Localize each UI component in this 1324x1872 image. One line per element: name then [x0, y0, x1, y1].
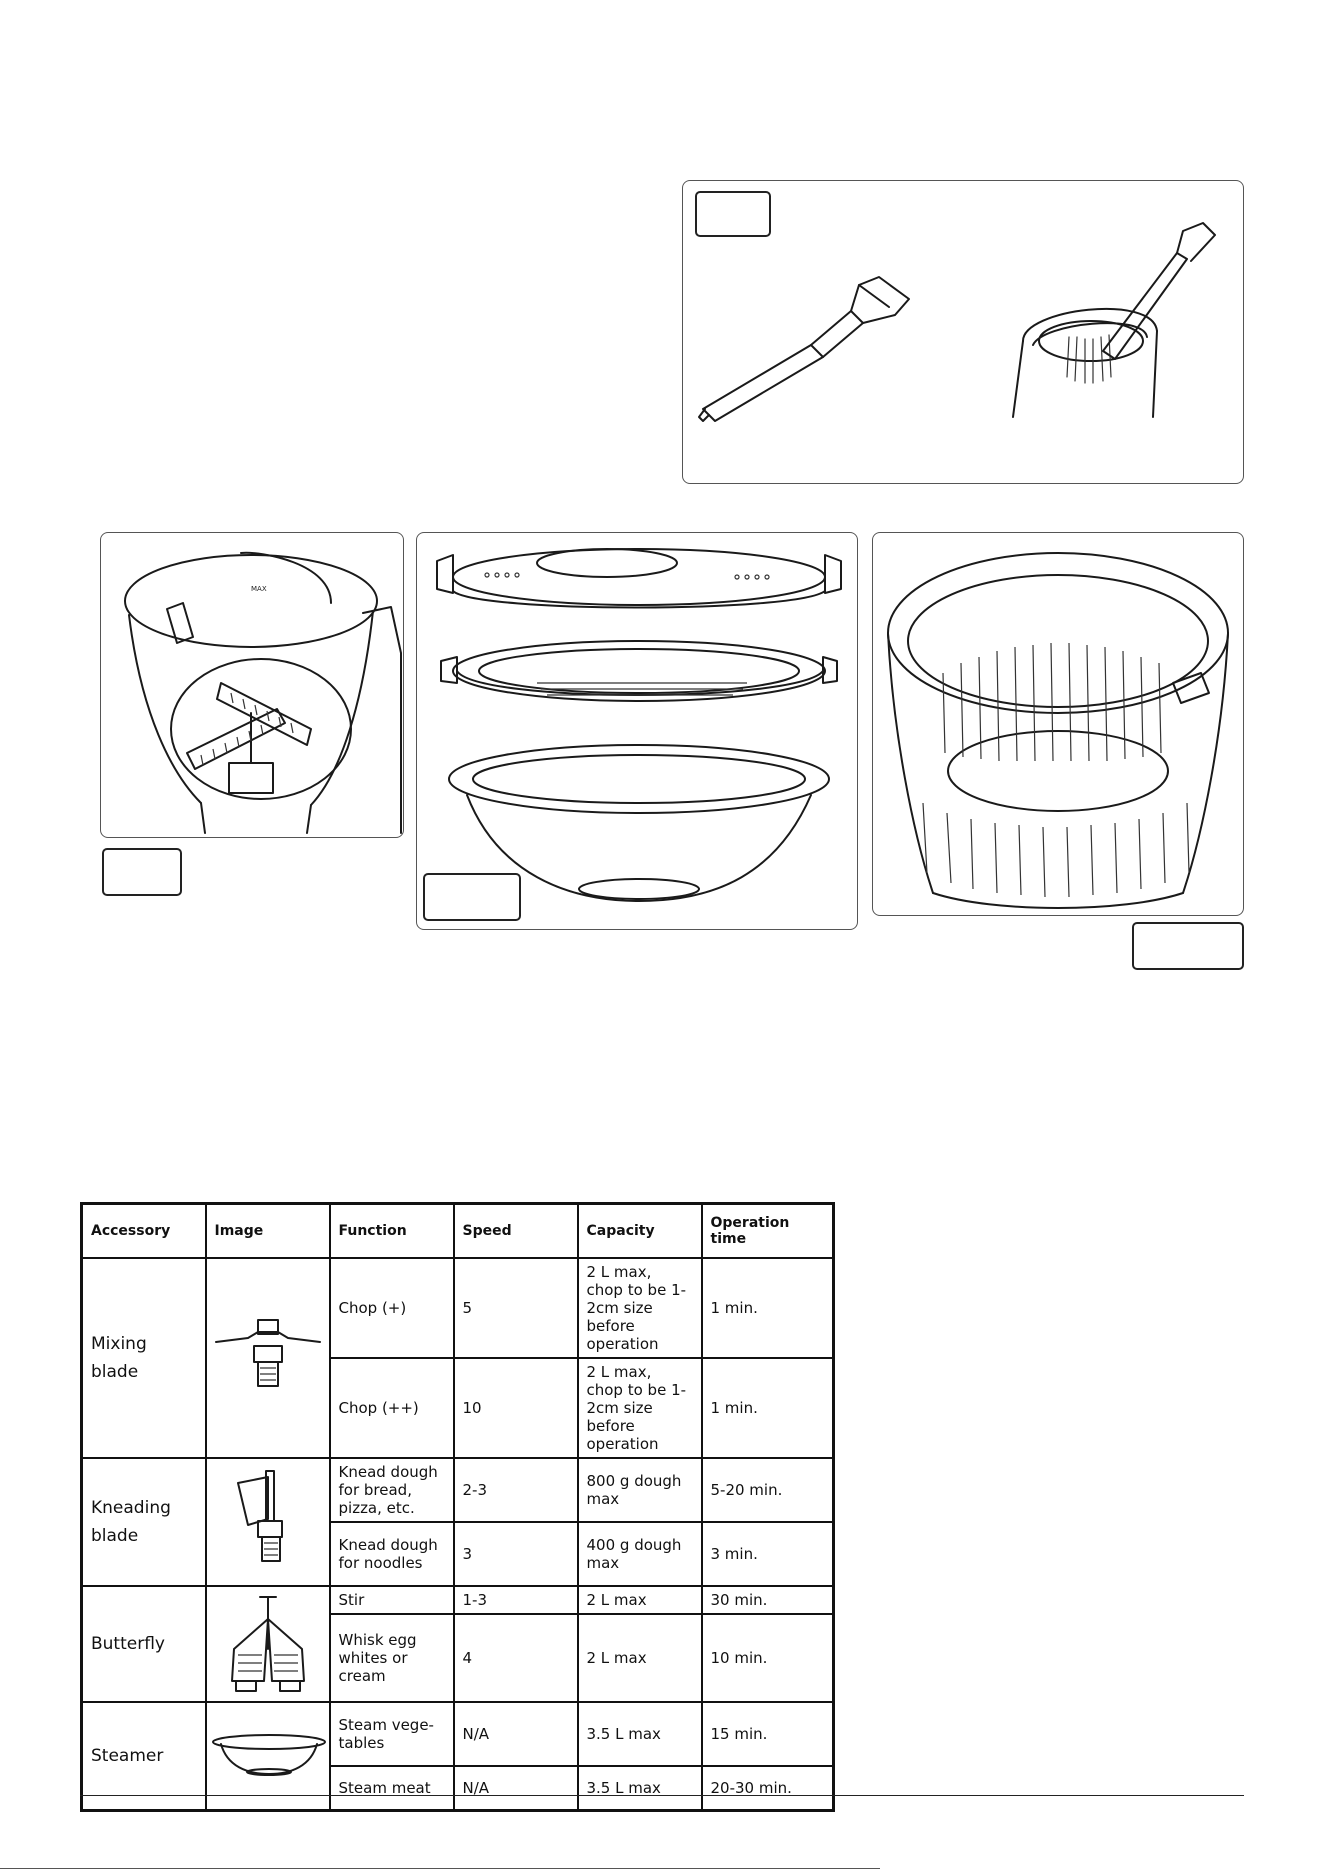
accessory-name: Mixing blade [82, 1258, 206, 1458]
table-header-row [82, 1204, 834, 1259]
accessory-image-cell [206, 1702, 330, 1810]
accessory-image-cell [206, 1458, 330, 1586]
table-row [82, 1258, 834, 1358]
kneading-blade-icon [208, 1463, 328, 1581]
mixing-blade-icon [208, 1298, 328, 1418]
speed-cell: 5 [454, 1258, 578, 1358]
function-cell: Steam meat [330, 1766, 454, 1810]
steamer-icon [207, 1726, 331, 1786]
steamer-panel [416, 532, 858, 930]
jug-with-butterfly-icon [101, 533, 403, 837]
speed-cell: N/A [454, 1702, 578, 1766]
table-row [82, 1458, 834, 1522]
header-capacity: Capacity [578, 1204, 702, 1259]
speed-cell: 10 [454, 1358, 578, 1458]
capacity-cell: 2 L max [578, 1586, 702, 1614]
footer-divider [80, 1795, 1244, 1796]
time-cell: 1 min. [702, 1358, 834, 1458]
table-row [82, 1702, 834, 1766]
time-cell: 3 min. [702, 1522, 834, 1586]
steamer-set-icon [417, 533, 857, 929]
time-cell: 20-30 min. [702, 1766, 834, 1810]
butterfly-icon [208, 1589, 328, 1699]
header-operation-time: Operation time [702, 1204, 834, 1259]
function-cell: Knead dough for noodles [330, 1522, 454, 1586]
speed-cell: 4 [454, 1614, 578, 1702]
capacity-cell: 3.5 L max [578, 1702, 702, 1766]
time-cell: 30 min. [702, 1586, 834, 1614]
capacity-cell: 2 L max, chop to be 1-2cm size before operation [578, 1258, 702, 1358]
accessory-image-cell [206, 1258, 330, 1458]
function-cell: Steam vege-tables [330, 1702, 454, 1766]
time-cell: 5-20 min. [702, 1458, 834, 1522]
time-cell: 15 min. [702, 1702, 834, 1766]
capacity-cell: 3.5 L max [578, 1766, 702, 1810]
spatula-panel [682, 180, 1244, 484]
basket-label-box [1132, 922, 1244, 970]
time-cell: 10 min. [702, 1614, 834, 1702]
bottom-edge-line [0, 1868, 880, 1869]
basket-icon [873, 533, 1243, 915]
speed-cell: 3 [454, 1522, 578, 1586]
speed-cell: 1-3 [454, 1586, 578, 1614]
steamer-label-box [423, 873, 521, 921]
function-cell: Chop (++) [330, 1358, 454, 1458]
speed-cell: N/A [454, 1766, 578, 1810]
header-image: Image [206, 1204, 330, 1259]
accessory-name: Butterfly [82, 1586, 206, 1702]
header-function: Function [330, 1204, 454, 1259]
accessory-name: Kneading blade [82, 1458, 206, 1586]
capacity-cell: 800 g dough max [578, 1458, 702, 1522]
time-cell: 1 min. [702, 1258, 834, 1358]
capacity-cell: 2 L max [578, 1614, 702, 1702]
capacity-cell: 2 L max, chop to be 1-2cm size before operation [578, 1358, 702, 1458]
function-cell: Whisk egg whites or cream [330, 1614, 454, 1702]
capacity-cell: 400 g dough max [578, 1522, 702, 1586]
accessory-image-cell [206, 1586, 330, 1702]
function-cell: Stir [330, 1586, 454, 1614]
header-accessory: Accessory [82, 1204, 206, 1259]
accessory-table [80, 1202, 835, 1812]
function-cell: Chop (+) [330, 1258, 454, 1358]
spatula-label-box [695, 191, 771, 237]
function-cell: Knead dough for bread, pizza, etc. [330, 1458, 454, 1522]
speed-cell: 2-3 [454, 1458, 578, 1522]
jug-label-box [102, 848, 182, 896]
table-row [82, 1586, 834, 1614]
basket-panel [872, 532, 1244, 916]
jug-panel [100, 532, 404, 838]
accessory-name: Steamer [82, 1702, 206, 1810]
max-marking: MAX [251, 585, 267, 593]
header-speed: Speed [454, 1204, 578, 1259]
